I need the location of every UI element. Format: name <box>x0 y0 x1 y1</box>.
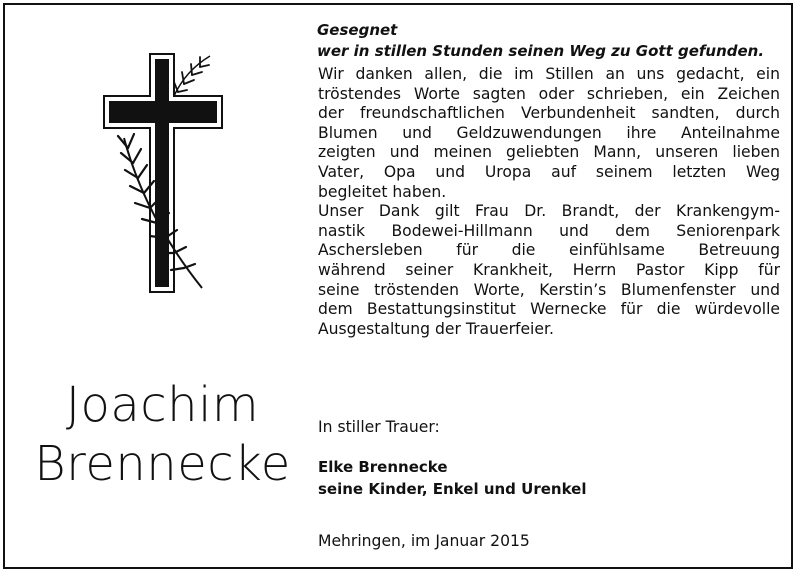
thanks-line: begleitet haben. <box>318 182 447 201</box>
thanks-line: seine tröstenden Worte, Kerstin’s Blumenfenster und <box>318 280 780 299</box>
cross-with-palm-branch-icon <box>100 48 230 298</box>
signer-line-2: seine Kinder, Enkel und Urenkel <box>318 480 587 498</box>
thanks-line: Aschersleben für die einfühlsame Betreuung <box>318 241 780 260</box>
thanks-line: Wir danken allen, die im Stillen an uns gedacht, ein <box>318 65 780 83</box>
thanks-line: Ausgestaltung der Trauerfeier. <box>318 319 554 338</box>
blessing-verse <box>317 20 787 62</box>
deceased-first-name: Joachim <box>65 377 260 433</box>
thanks-line: Blumen und Geldzuwendungen ihre Anteilnahme <box>318 123 780 142</box>
blessing-line-2: wer in stillen Stunden seinen Weg zu Gott gefunden. <box>317 42 765 60</box>
thanks-line: Vater, Opa und Uropa auf seinem letzten Weg <box>318 162 780 181</box>
thanks-line: dem Bestattungsinstitut Wernecke für die würdevolle <box>318 300 780 319</box>
signers <box>318 456 586 500</box>
blessing-line-1: Gesegnet <box>317 21 398 39</box>
thanks-line: nastik Bodewei-Hillmann und dem Seniorenpark <box>318 221 780 240</box>
thanks-line: zeigten und meinen geliebten Mann, unseren lieben <box>318 143 780 162</box>
thanks-line: während seiner Krankheit, Herrn Pastor Kipp für <box>318 260 780 279</box>
place-and-date: Mehringen, im Januar 2015 <box>318 532 530 550</box>
thanks-text <box>318 65 780 339</box>
deceased-last-name: Brennecke <box>34 436 291 492</box>
thanks-line: der freundschaftlichen Verbundenheit sandten, durch <box>318 104 780 123</box>
thanks-line: Unser Dank gilt Frau Dr. Brandt, der Krankengym- <box>318 202 780 221</box>
thanks-line: tröstendes Worte sagten oder schrieben, ein Zeichen <box>318 84 780 103</box>
mourning-intro: In stiller Trauer: <box>318 418 440 436</box>
signer-line-1: Elke Brennecke <box>318 458 448 476</box>
